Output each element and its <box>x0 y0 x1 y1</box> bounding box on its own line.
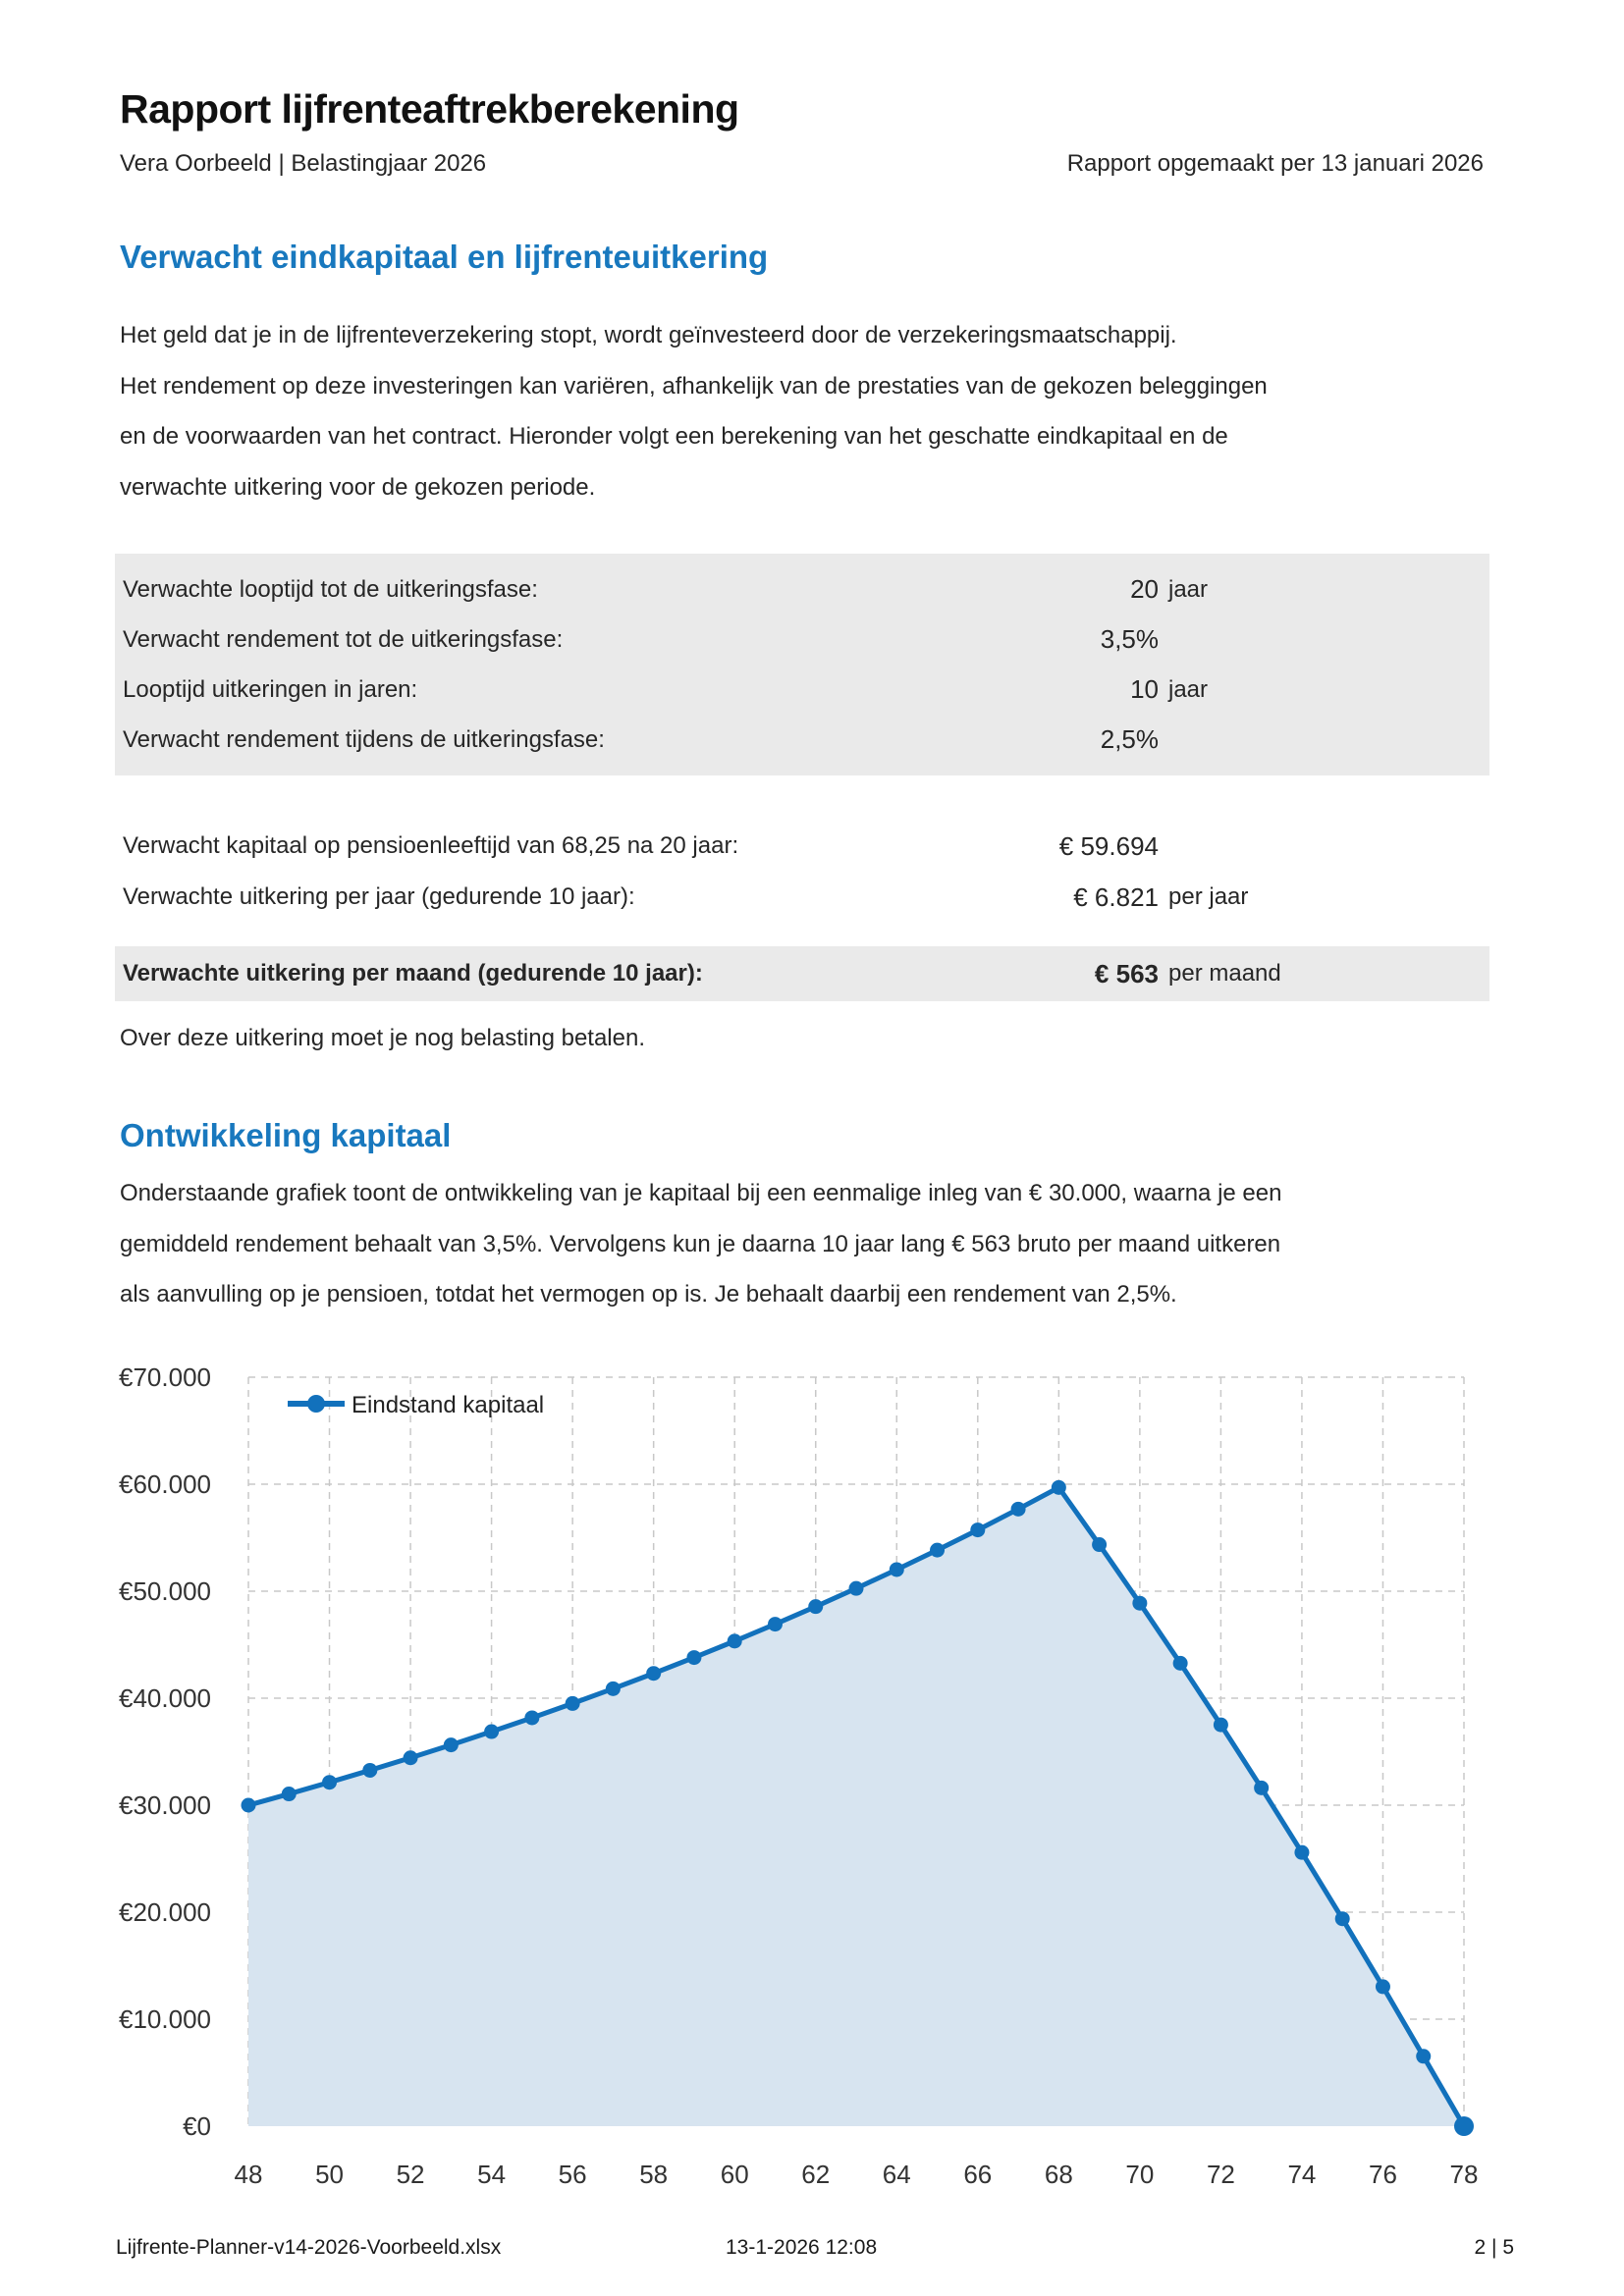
note-text: Over deze uitkering moet je nog belasting betalen. <box>120 1025 645 1051</box>
chart-ytick-label: €60.000 <box>119 1469 211 1499</box>
chart-data-point <box>1052 1480 1066 1495</box>
row-label: Verwachte uitkering per maand (gedurende 10 jaar): <box>123 960 703 987</box>
chart-data-point <box>484 1725 499 1739</box>
subtitle-report-date: Rapport opgemaakt per 13 januari 2026 <box>1066 150 1484 177</box>
row-value: 20 <box>1130 574 1159 604</box>
chart-data-point <box>808 1599 823 1614</box>
table-row <box>115 665 1489 715</box>
legend-marker-dot <box>307 1395 325 1413</box>
chart-data-point <box>606 1682 621 1696</box>
chart-data-point <box>1254 1781 1269 1795</box>
row-value: € 563 <box>1094 958 1159 988</box>
chart-xtick-label: 68 <box>1044 2160 1073 2189</box>
row-value: € 59.694 <box>1058 830 1159 861</box>
chart-data-point <box>1092 1537 1107 1552</box>
row-suffix: per maand <box>1168 960 1281 987</box>
chart-ytick-label: €20.000 <box>119 1897 211 1927</box>
result-row-emphasis <box>115 946 1489 1001</box>
row-label: Verwacht kapitaal op pensioenleeftijd van 68,25 na 20 jaar: <box>123 832 739 859</box>
chart-data-point <box>1294 1845 1309 1860</box>
chart-ytick-label: €30.000 <box>119 1790 211 1820</box>
subtitle-person-taxyear: Vera Oorbeeld | Belastingjaar 2026 <box>120 150 487 177</box>
row-label: Verwacht rendement tot de uitkeringsfase: <box>123 625 564 653</box>
results-rows <box>115 821 1489 1001</box>
intro-paragraph <box>120 310 1268 512</box>
chart-data-point <box>566 1696 580 1711</box>
chart-data-point <box>849 1581 864 1596</box>
chart-data-point <box>444 1737 459 1752</box>
chart-data-point <box>1335 1911 1350 1926</box>
params-table <box>115 554 1489 775</box>
page-title: Rapport lijfrenteaftrekberekening <box>120 86 739 132</box>
chart-paragraph <box>120 1168 1281 1320</box>
table-row <box>115 614 1489 665</box>
row-value: 3,5% <box>1100 624 1159 654</box>
paragraph-line: verwachte uitkering voor de gekozen periode. <box>120 473 596 501</box>
chart-xtick-label: 78 <box>1449 2160 1479 2189</box>
row-value: 2,5% <box>1100 724 1159 754</box>
table-row <box>115 715 1489 765</box>
chart-data-point <box>1011 1502 1026 1517</box>
row-suffix: per jaar <box>1168 883 1249 910</box>
chart-data-point <box>404 1750 418 1765</box>
chart-data-point <box>686 1650 701 1665</box>
chart-ytick-label: €70.000 <box>119 1364 211 1392</box>
chart-xtick-label: 62 <box>801 2160 831 2189</box>
chart-data-point <box>1132 1596 1147 1611</box>
chart-xtick-label: 48 <box>234 2160 263 2189</box>
chart-data-point <box>768 1617 783 1631</box>
chart-data-point <box>242 1798 256 1813</box>
chart-data-point <box>728 1633 742 1648</box>
row-value: 10 <box>1130 674 1159 704</box>
chart-xtick-label: 58 <box>639 2160 669 2189</box>
chart-xtick-label: 64 <box>882 2160 911 2189</box>
chart-xtick-label: 76 <box>1369 2160 1397 2189</box>
row-value: € 6.821 <box>1073 881 1159 912</box>
paragraph-line: gemiddeld rendement behaalt van 3,5%. Vervolgens kun je daarna 10 jaar lang € 563 bruto per maand uitkeren <box>120 1230 1281 1257</box>
row-suffix: jaar <box>1168 675 1209 703</box>
result-row <box>115 872 1489 923</box>
table-row <box>115 564 1489 614</box>
chart-xtick-label: 54 <box>477 2160 507 2189</box>
chart-data-point <box>282 1787 297 1801</box>
chart-data-point <box>646 1666 661 1681</box>
paragraph-line: en de voorwaarden van het contract. Hieronder volgt een berekening van het geschatte eindkapitaal en de <box>120 423 1228 450</box>
footer <box>0 2236 1624 2275</box>
chart-xtick-label: 66 <box>963 2160 993 2189</box>
row-suffix: jaar <box>1168 575 1209 603</box>
section-heading-capital-development: Ontwikkeling kapitaal <box>120 1117 452 1153</box>
paragraph-line: Onderstaande grafiek toont de ontwikkeling van je kapitaal bij een eenmalige inleg van € 30.000, waarna je een <box>120 1180 1282 1206</box>
chart-ytick-label: €0 <box>183 2111 211 2141</box>
section-heading-expected-capital: Verwacht eindkapitaal en lijfrenteuitkering <box>120 239 769 275</box>
chart-data-point <box>1376 1979 1390 1994</box>
chart-ytick-label: €40.000 <box>119 1683 211 1713</box>
chart-xtick-label: 70 <box>1125 2160 1155 2189</box>
chart-data-point <box>1173 1656 1188 1671</box>
chart-xtick-label: 50 <box>315 2160 344 2189</box>
chart-ytick-label: €10.000 <box>119 2004 211 2034</box>
chart-xtick-label: 60 <box>720 2160 749 2189</box>
chart-data-point <box>1454 2116 1474 2136</box>
chart-data-point <box>362 1763 377 1778</box>
paragraph-line: Het geld dat je in de lijfrenteverzekering stopt, wordt geïnvesteerd door de verzekeringsmaatschappij. <box>120 322 1177 348</box>
chart-data-point <box>524 1710 539 1725</box>
footer-filename: Lijfrente-Planner-v14-2026-Voorbeeld.xlsx <box>116 2236 502 2259</box>
paragraph-line: als aanvulling op je pensioen, totdat het vermogen op is. Je behaalt daarbij een rendement van 2,5%. <box>120 1281 1177 1308</box>
footer-page-indicator: 2 | 5 <box>1474 2236 1514 2259</box>
chart-data-point <box>970 1522 985 1537</box>
row-label: Looptijd uitkeringen in jaren: <box>123 675 418 703</box>
chart-xtick-label: 72 <box>1206 2160 1235 2189</box>
chart-data-point <box>322 1775 337 1789</box>
row-label: Verwacht rendement tijdens de uitkeringsfase: <box>123 725 605 753</box>
legend-label: Eindstand kapitaal <box>352 1392 545 1418</box>
capital-chart <box>98 1364 1532 2228</box>
result-row <box>115 821 1489 872</box>
chart-data-point <box>1214 1718 1228 1733</box>
chart-data-point <box>1416 2049 1431 2063</box>
row-label: Verwachte uitkering per jaar (gedurende 10 jaar): <box>123 883 635 910</box>
chart-xtick-label: 74 <box>1287 2160 1317 2189</box>
chart-data-point <box>890 1562 904 1576</box>
chart-xtick-label: 56 <box>558 2160 587 2189</box>
chart-ytick-label: €50.000 <box>119 1576 211 1606</box>
chart-data-point <box>930 1543 945 1558</box>
footer-datetime: 13-1-2026 12:08 <box>726 2236 878 2259</box>
chart-xtick-label: 52 <box>396 2160 425 2189</box>
paragraph-line: Het rendement op deze investeringen kan variëren, afhankelijk van de prestaties van de gekozen beleggingen <box>120 372 1268 400</box>
row-label: Verwachte looptijd tot de uitkeringsfase: <box>123 575 538 603</box>
